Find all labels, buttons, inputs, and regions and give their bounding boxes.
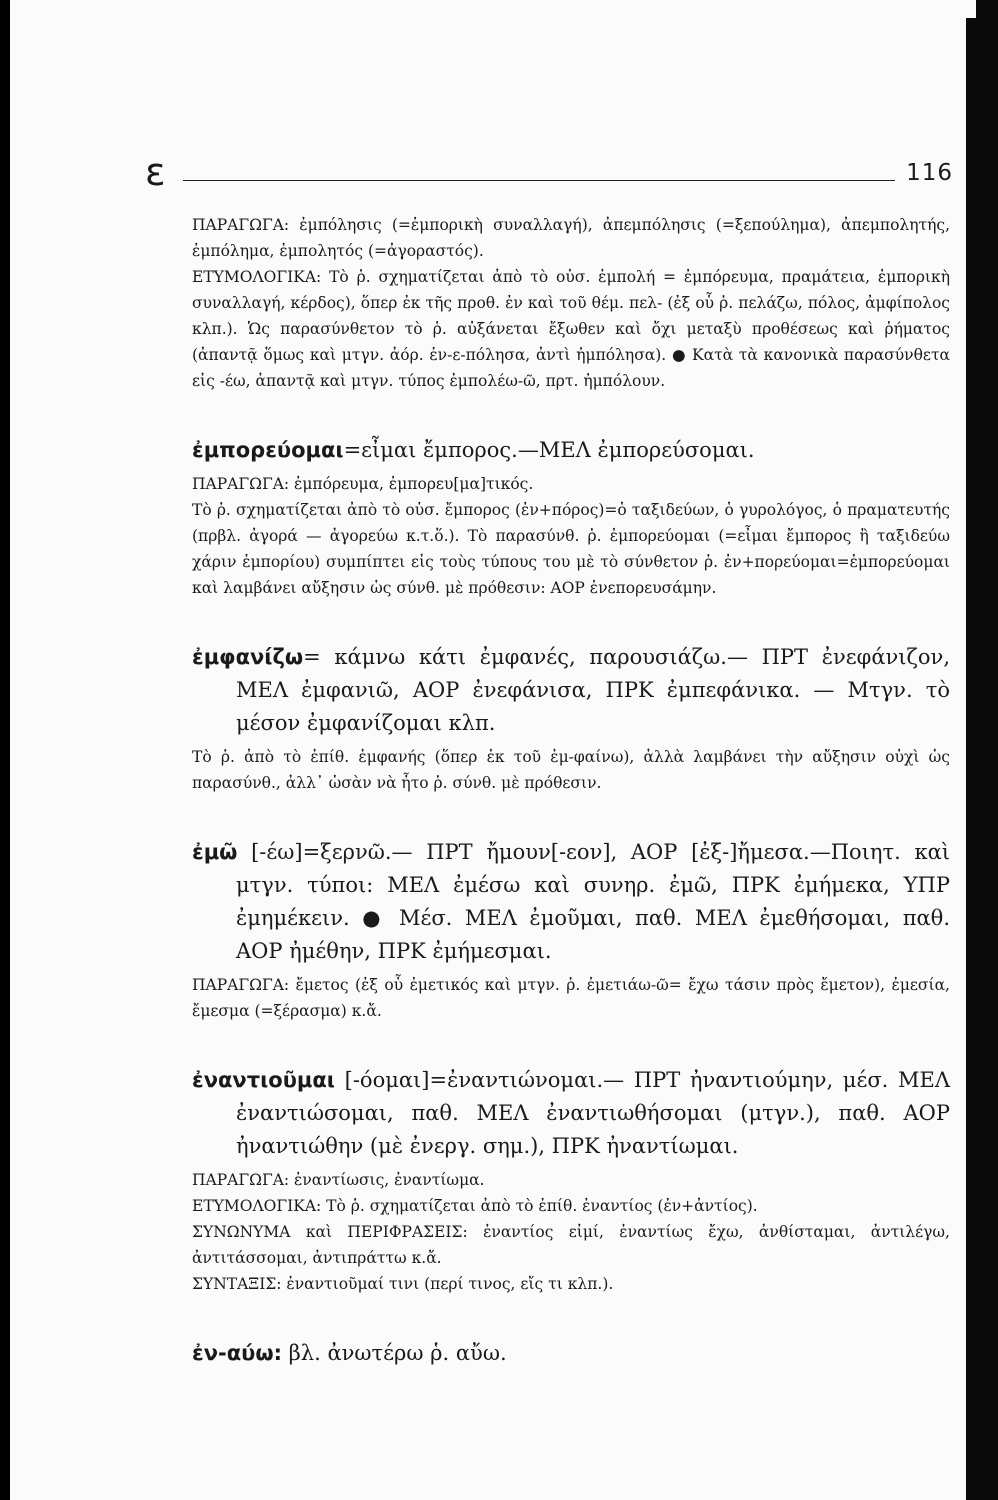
lemma-line bbox=[192, 641, 950, 740]
derivatives-paragraph: ΠΑΡΑΓΩΓΑ: ἐναντίωσις, ἐναντίωμα. bbox=[192, 1171, 485, 1189]
lemma-text: [-έω]=ξερνῶ.— ΠΡΤ ἤμουν[-εον], ΑΟΡ [ἐξ-]ἤμεσα.—Ποιητ. καὶ μτγν. τύποι: ΜΕΛ ἐμέσω καὶ συνηρ. ἐμῶ, ΠΡΚ ἐμήμεκα, ΥΠΡ ἐμημέκειν. ● Μέσ. ΜΕΛ ἐμοῦμαι, παθ. ΜΕΛ ἐμεθήσομαι, παθ. ΑΟΡ ἠμέθην, ΠΡΚ ἐμήμεσμαι. bbox=[236, 840, 950, 963]
page-number: 116 bbox=[906, 160, 953, 186]
scan-corner bbox=[966, 0, 976, 18]
derivatives-paragraph: ΠΑΡΑΓΩΓΑ: ἐμπόρευμα, ἐμπορευ[μα]τικός. bbox=[192, 475, 534, 493]
lemma-line bbox=[192, 836, 950, 968]
etymology-paragraph: Τὸ ῥ. ἀπὸ τὸ ἐπίθ. ἐμφανής (ὅπερ ἐκ τοῦ ἐμ-φαίνω), ἀλλὰ λαμβάνει τὴν αὔξησιν οὐχὶ ὡς παρασύνθ., ἀλλ᾽ ὡσὰν νὰ ἦτο ῥ. σύνθ. μὲ πρόθεσιν. bbox=[192, 748, 950, 792]
lemma-text: [-όομαι]=ἐναντιώνομαι.— ΠΡΤ ἠναντιούμην, μέσ. ΜΕΛ ἐναντιώσομαι, παθ. ΜΕΛ ἐναντιωθήσομαι (μτγν.), παθ. ΑΟΡ ἠναντιώθην (μὲ ἐνεργ. σημ.), ΠΡΚ ἠναντίωμαι. bbox=[236, 1068, 950, 1158]
lemma-text: = κάμνω κάτι ἐμφανές, παρουσιάζω.— ΠΡΤ ἐνεφάνιζον, ΜΕΛ ἐμφανιῶ, ΑΟΡ ἐνεφάνισα, ΠΡΚ ἐμπεφάνικα. — Μτγν. τὸ μέσον ἐμφανίζομαι κλπ. bbox=[236, 645, 950, 735]
etymology-paragraph: ΕΤΥΜΟΛΟΓΙΚΑ: Τὸ ῥ. σχηματίζεται ἀπὸ τὸ οὐσ. ἐμπολή = ἐμπόρευμα, πραμάτεια, ἐμπορικὴ συναλλαγή, κέρδος), ὅπερ ἐκ τῆς προθ. ἐν καὶ τοῦ θέμ. πελ- (ἐξ οὗ ῥ. πελάζω, πόλος, ἀμφίπολος κλπ.). Ὡς παρασύνθετον τὸ ῥ. αὐξάνεται ἔξωθεν καὶ ὄχι μεταξὺ προθέσεως καὶ ῥήματος (ἀπαντᾷ ὅμως καὶ μτγν. ἀόρ. ἐν-ε-πόλησα, ἀντὶ ἠμπόλησα). ● Κατὰ τὰ κανονικὰ παρασύνθετα εἰς -έω, ἀπαντᾷ καὶ μτγν. τύπος ἐμπολέω-ῶ, πρτ. ἠμπόλουν. bbox=[192, 268, 950, 390]
lemma-text: βλ. ἀνωτέρω ῥ. αὔω. bbox=[288, 1341, 507, 1365]
dictionary-content bbox=[192, 212, 950, 1370]
entry-emo bbox=[192, 836, 950, 1024]
headword: ἐμῶ bbox=[192, 840, 238, 864]
header-rule bbox=[183, 180, 895, 181]
synonyms-paragraph: ΣΥΝΩΝΥΜΑ καὶ ΠΕΡΙΦΡΑΣΕΙΣ: ἐναντίος εἰμί, ἐναντίως ἔχω, ἀνθίσταμαι, ἀντιλέγω, ἀντιτάσσομαι, ἀντιπράττω κ.ἄ. bbox=[192, 1223, 950, 1267]
derivatives-paragraph: ΠΑΡΑΓΩΓΑ: ἔμετος (ἐξ οὗ ἐμετικός καὶ μτγν. ῥ. ἐμετιάω-ῶ= ἔχω τάσιν πρὸς ἔμετον), ἐμεσία, ἔμεσμα (=ξέρασμα) κ.ἄ. bbox=[192, 976, 950, 1020]
page-header bbox=[145, 148, 953, 196]
entry-emfanizo bbox=[192, 641, 950, 796]
etymology-paragraph: ΕΤΥΜΟΛΟΓΙΚΑ: Τὸ ῥ. σχηματίζεται ἀπὸ τὸ ἐπίθ. ἐναντίος (ἐν+ἀντίος). bbox=[192, 1197, 758, 1215]
lemma-text: =εἶμαι ἔμπορος.—ΜΕΛ ἐμπορεύσομαι. bbox=[343, 438, 755, 462]
headword: ἐν-αύω: bbox=[192, 1341, 282, 1365]
entry-empoleo-continued bbox=[192, 212, 950, 394]
headword: ἐμφανίζω bbox=[192, 645, 304, 669]
lemma-line bbox=[192, 1337, 950, 1370]
headword: ἐναντιοῦμαι bbox=[192, 1068, 335, 1092]
derivatives-paragraph: ΠΑΡΑΓΩΓΑ: ἐμπόλησις (=ἐμπορικὴ συναλλαγή), ἀπεμπόλησις (=ξεπούλημα), ἀπεμπολητής, ἐμπόλημα, ἐμπολητός (=ἀγοραστός). bbox=[192, 216, 950, 260]
entry-en-ayo bbox=[192, 1337, 950, 1370]
entry-emporeuomai bbox=[192, 434, 950, 601]
lemma-line bbox=[192, 434, 950, 467]
lemma-line bbox=[192, 1064, 950, 1163]
headword: ἐμπορεύομαι bbox=[192, 438, 344, 462]
entry-enantioumai bbox=[192, 1064, 950, 1297]
syntax-paragraph: ΣΥΝΤΑΞΙΣ: ἐναντιοῦμαί τινι (περί τινος, εἴς τι κλπ.). bbox=[192, 1275, 614, 1293]
etymology-paragraph: Τὸ ῥ. σχηματίζεται ἀπὸ τὸ οὐσ. ἔμπορος (ἐν+πόρος)=ὁ ταξιδεύων, ὁ γυρολόγος, ὁ πραματευτής (πρβλ. ἀγορά — ἀγορεύω κ.τ.ὅ.). Τὸ παρασύνθ. ῥ. ἐμπορεύομαι (=εἶμαι ἔμπορος ἢ ταξιδεύω χάριν ἐμπορίου) συμπίπτει εἰς τοὺς τύπους του μὲ τὸ σύνθετον ῥ. ἐν+πορεύομαι=ἐμπορεύομαι καὶ λαμβάνει αὔξησιν ὡς σύνθ. μὲ πρόθεσιν: ΑΟΡ ἐνεπορευσάμην. bbox=[192, 501, 950, 597]
scan-edge bbox=[966, 0, 998, 1500]
section-letter: ε bbox=[145, 150, 166, 194]
